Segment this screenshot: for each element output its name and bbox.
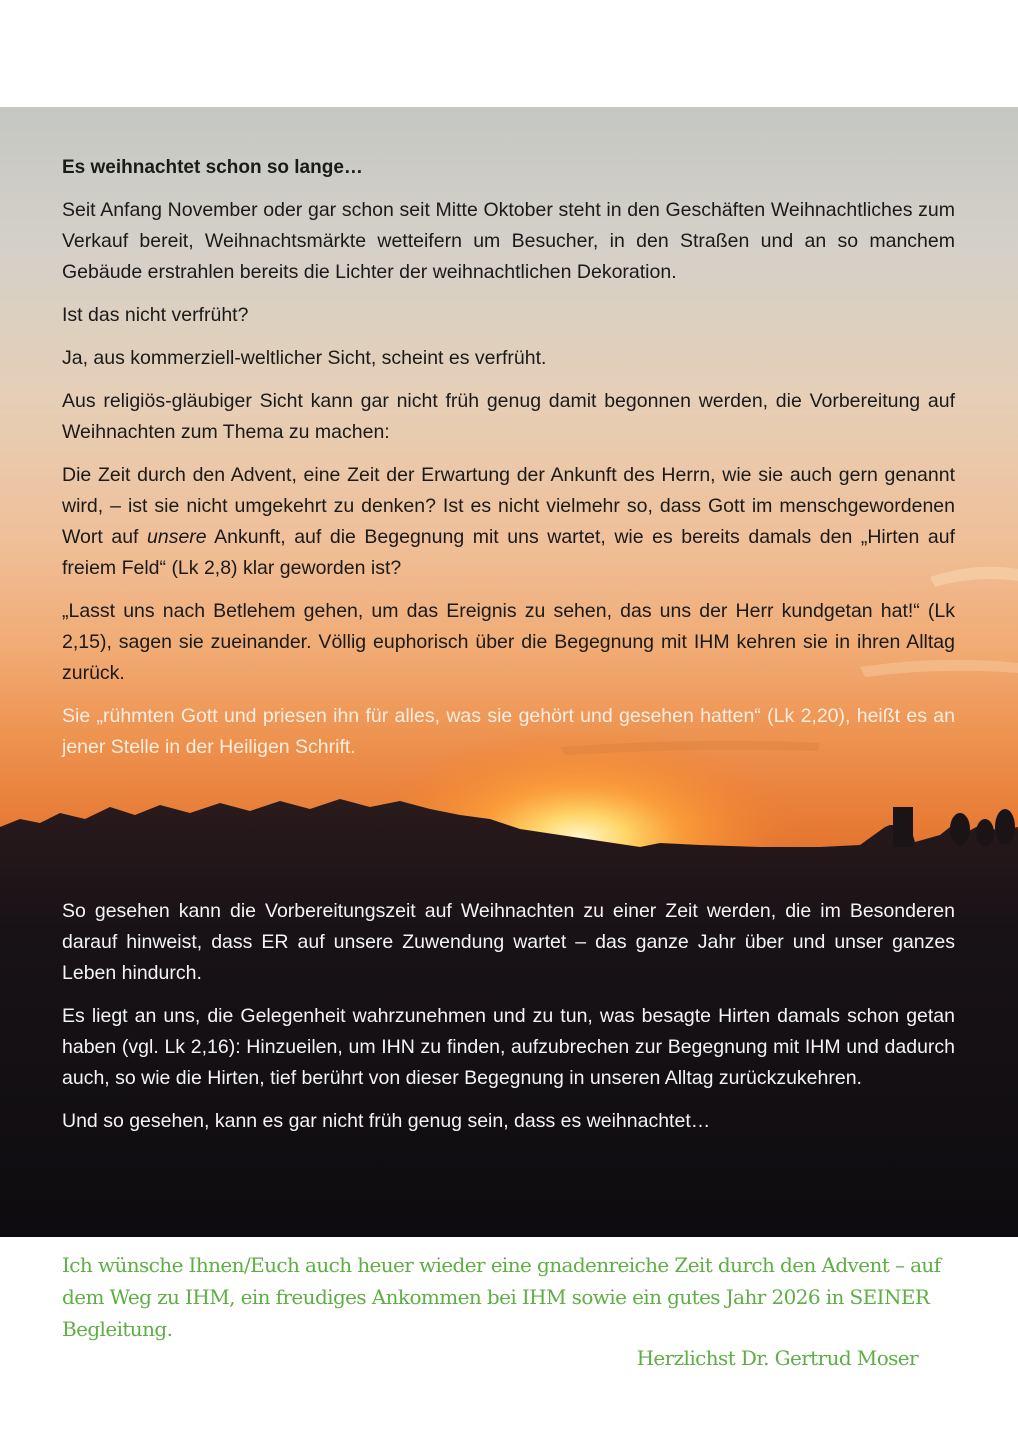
paragraph: „Lasst uns nach Betlehem gehen, um das Ereignis zu sehen, das uns der Herr kundgetan hat!“ (Lk 2,15), sagen sie zueinander. Völlig euphorisch über die Begegnung mit IHM kehren sie in ihren Alltag zurück. — [62, 600, 955, 684]
paragraph: Sie „rühmten Gott und priesen ihn für alles, was sie gehört und gesehen hatten“ (Lk 2,20), heißt es an jener Stelle in der Heiligen Schrift. — [62, 705, 955, 758]
paragraph — [62, 460, 955, 584]
paragraph-text: Die Zeit durch den Advent, eine Zeit der Erwartung der Ankunft des Herrn, wie sie auch gern genannt wird, – ist sie nicht umgekehrt zu denken? Ist es nicht vielmehr so, dass Gott im menschgewordenen Wort auf — [62, 464, 955, 548]
paragraph: Aus religiös-gläubiger Sicht kann gar nicht früh genug damit begonnen werden, die Vorbereitung auf Weihnachten zum Thema zu machen: — [62, 390, 955, 443]
paragraph: So gesehen kann die Vorbereitungszeit auf Weihnachten zu einer Zeit werden, die im Besonderen darauf hinweist, dass ER auf unsere Zuwendung wartet – das ganze Jahr über und unser ganzes Leben hindurch. — [62, 900, 955, 984]
paragraph-text: Ankunft, auf die Begegnung mit uns wartet, wie es bereits damals den „Hirten auf freiem Feld“ (Lk 2,8) klar geworden ist? — [62, 526, 955, 579]
paragraph: Und so gesehen, kann es gar nicht früh genug sein, dass es weihnachtet… — [62, 1110, 711, 1132]
article-lower — [62, 896, 955, 1149]
emphasis-text: unsere — [147, 526, 207, 548]
paragraph: Ja, aus kommerziell-weltlicher Sicht, scheint es verfrüht. — [62, 347, 547, 369]
paragraph: Ist das nicht verfrüht? — [62, 304, 249, 326]
paragraph: Seit Anfang November oder gar schon seit Mitte Oktober steht in den Geschäften Weihnachtliches zum Verkauf bereit, Weihnachtsmärkte wetteifern um Besucher, in den Straßen und an so manchem Gebäude erstrahlen bereits die Lichter der weihnachtlichen Dekoration. — [62, 199, 955, 283]
signature: Herzlichst Dr. Gertrud Moser — [636, 1346, 918, 1370]
paragraph: Es liegt an uns, die Gelegenheit wahrzunehmen und zu tun, was besagte Hirten damals schon getan haben (vgl. Lk 2,16): Hinzueilen, um IHN zu finden, aufzubrechen zur Begegnung mit IHM und dadurch auch, so wie die Hirten, tief berührt von dieser Begegnung in unseren Alltag zurückzukehren. — [62, 1005, 955, 1089]
closing-greeting: Ich wünsche Ihnen/Euch auch heuer wieder eine gnadenreiche Zeit durch den Advent – auf dem Weg zu IHM, ein freudiges Ankommen bei IHM sowie ein gutes Jahr 2026 in SEINER Begleitung. — [62, 1253, 941, 1341]
article-heading: Es weihnachtet schon so lange… — [62, 157, 363, 178]
article-upper — [62, 152, 955, 775]
